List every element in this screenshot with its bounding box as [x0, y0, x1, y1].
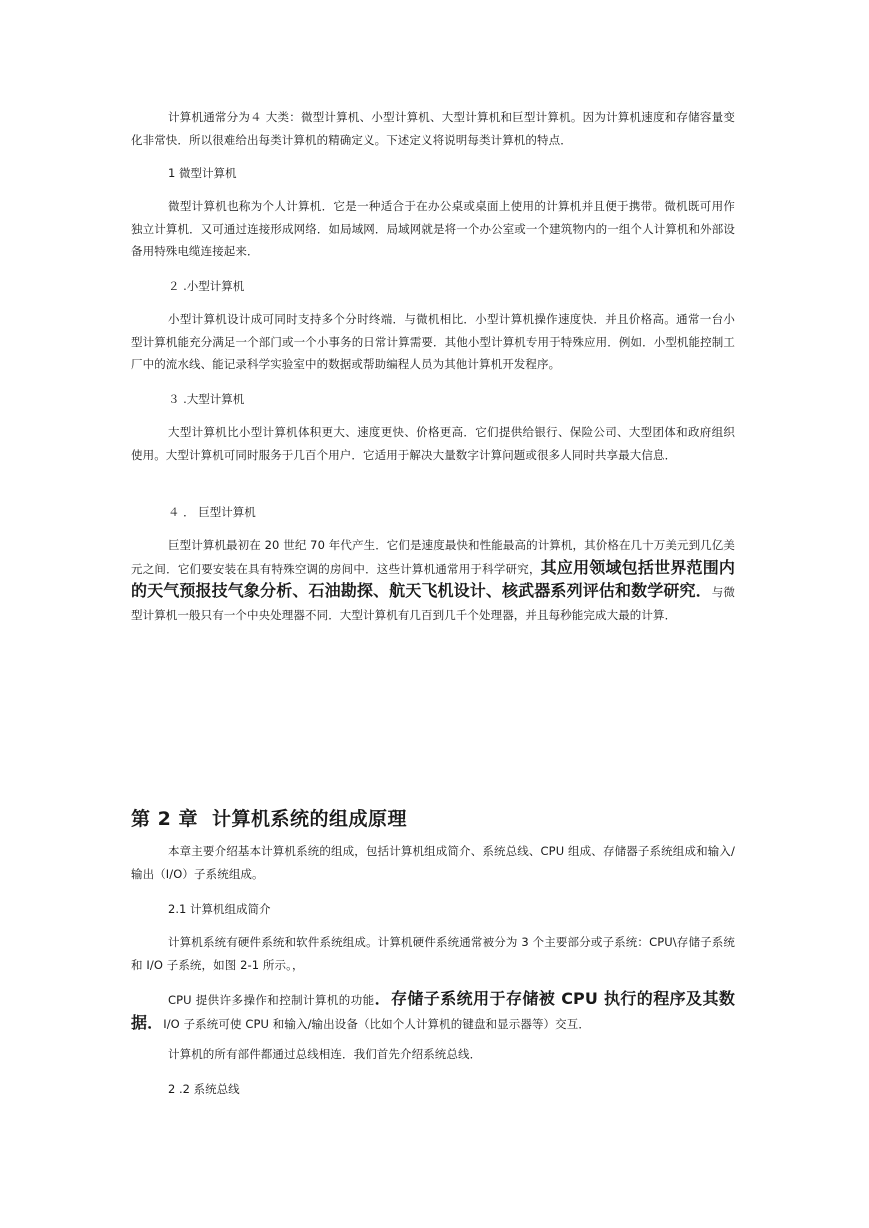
- paragraph-cpu: [131, 988, 735, 1035]
- section-heading-micro: 1 微型计算机: [168, 166, 237, 180]
- section-heading-super: ４ ． 巨型计算机: [168, 505, 256, 519]
- paragraph-cpu-tail: I/O 子系统可使 CPU 和输入/输出设备（比如个人计算机的键盘和显示器等）交互．: [163, 1016, 590, 1031]
- section-heading-mainframe: ３ .大型计算机: [168, 392, 245, 406]
- paragraph-super-bold: 其应用领域包括世界范围内的天气预报技气象分析、石油勘探、航天飞机设计、核武器系列评估和数学研究．: [131, 557, 736, 600]
- section-heading-2-1: 2.1 计算机组成简介: [168, 902, 271, 916]
- paragraph-mainframe: 大型计算机比小型计算机体积更大、速度更快、价格更高．它们提供给银行、保险公司、大型团体和政府组织使用。大型计算机可同时服务于几百个用户．它适用于解决大量数字计算问题或很多人同时共享最大信息．: [131, 425, 735, 462]
- section-heading-2-2: 2 .2 系统总线: [168, 1082, 240, 1096]
- chapter-number: 第 2 章: [131, 808, 198, 830]
- section-heading-mini: ２ .小型计算机: [168, 279, 245, 293]
- paragraph-bus-intro: 计算机的所有部件都通过总线相连．我们首先介绍系统总线．: [168, 1047, 482, 1061]
- paragraph-super-tail: 与微型计算机一般只有一个中央处理器不同．大型计算机有几百到几千个处理器，并且每秒能完成大最的计算．: [131, 585, 735, 622]
- chapter-title: [131, 806, 407, 832]
- chapter-intro-paragraph: 本章主要介绍基本计算机系统的组成，包括计算机组成简介、系统总线、CPU 组成、存储器子系统组成和输入/输出（I/O）子系统组成。: [131, 844, 735, 881]
- paragraph-2-1: 计算机系统有硬件系统和软件系统组成。计算机硬件系统通常被分为 3 个主要部分或子系统：CPU\存储子系统和 I/O 子系统，如图 2-1 所示。，: [131, 935, 735, 972]
- paragraph-micro: 微型计算机也称为个人计算机．它是一种适合于在办公桌或桌面上使用的计算机并且便于携带。微机既可用作独立计算机．又可通过连接形成网络．如局域网．局域网就是将一个办公室或一个建筑物内的一组个人计算机和外部设备用特殊电缆连接起来．: [131, 199, 735, 258]
- paragraph-mini: 小型计算机设计成可同时支持多个分时终端．与微机相比．小型计算机操作速度快．并且价格高。通常一台小型计算机能充分满足一个部门或一个小事务的日常计算需要．其他小型计算机专用于特殊应用．例如．小型机能控制工厂中的流水线、能记录科学实验室中的数据或帮助编程人员为其他计算机开发程序。: [131, 312, 735, 371]
- paragraph-cpu-bold: ．存储子系统用于存储被 CPU 执行的程序及其数据．: [131, 989, 735, 1032]
- paragraph-super: [131, 534, 735, 626]
- paragraph-super-text: 巨型计算机最初在 20 世纪 70 年代产生．它们是速度最快和性能最高的计算机，其价格在几十万美元到几亿美元之间．它们要安装在具有特殊空调的房间中．这些计算机通常用于科学研究，: [131, 538, 735, 576]
- intro-paragraph: 计算机通常分为４ 大类：微型计算机、小型计算机、大型计算机和巨型计算机。因为计算机速度和存储容量变化非常快．所以很难给出每类计算机的精确定义。下述定义将说明每类计算机的特点．: [131, 110, 735, 147]
- chapter-name: 计算机系统的组成原理: [211, 808, 407, 830]
- paragraph-cpu-text: CPU 提供许多操作和控制计算机的功能: [168, 993, 375, 1007]
